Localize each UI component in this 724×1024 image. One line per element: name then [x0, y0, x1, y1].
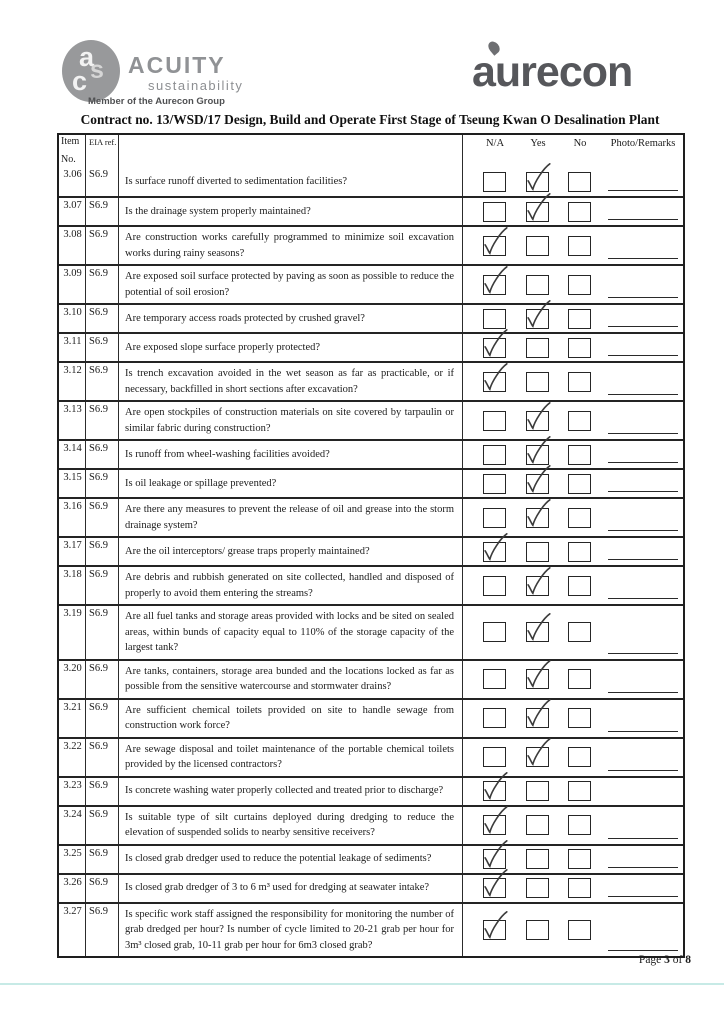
answer-cell: [463, 402, 683, 439]
question-text: Is runoff from wheel-washing facilities avoided?: [119, 441, 463, 468]
remarks-line[interactable]: [608, 219, 678, 220]
yes-checkbox[interactable]: [526, 202, 549, 222]
eia-ref: S6.9: [86, 470, 119, 497]
header-yes: Yes: [530, 138, 546, 149]
table-row: [59, 167, 683, 196]
checkmark-icon: [480, 327, 511, 361]
monogram-letter: a: [79, 42, 95, 72]
question-text: Are sufficient chemical toilets provided on site to handle sewage from construction work force?: [119, 700, 463, 737]
no-checkbox[interactable]: [568, 920, 591, 940]
na-checkbox[interactable]: [483, 372, 506, 392]
header-question: [119, 135, 463, 167]
table-row: [59, 468, 683, 497]
no-checkbox[interactable]: [568, 576, 591, 596]
yes-checkbox[interactable]: [526, 474, 549, 494]
checkmark-icon: [523, 736, 554, 770]
checkmark-icon: [523, 400, 554, 434]
item-no: 3.26: [59, 875, 86, 902]
item-no: 3.08: [59, 227, 86, 264]
yes-checkbox[interactable]: [526, 338, 549, 358]
checkbox-group: [463, 875, 683, 902]
header-item-line1: Item: [61, 136, 80, 147]
na-checkbox[interactable]: [483, 236, 506, 256]
answer-cell: [463, 363, 683, 400]
na-checkbox[interactable]: [483, 542, 506, 562]
no-checkbox[interactable]: [568, 275, 591, 295]
remarks-line[interactable]: [608, 530, 678, 531]
item-no: 3.12: [59, 363, 86, 400]
eia-ref: S6.9: [86, 266, 119, 303]
eia-ref: S6.9: [86, 807, 119, 844]
question-text: Are open stockpiles of construction materials on site covered by tarpaulin or similar fabric during construction?: [119, 402, 463, 439]
header-na: N/A: [485, 138, 505, 149]
checkbox-group: [463, 198, 683, 225]
na-checkbox[interactable]: [483, 747, 506, 767]
na-checkbox[interactable]: [483, 309, 506, 329]
no-checkbox[interactable]: [568, 878, 591, 898]
checkmark-icon: [480, 804, 511, 838]
na-checkbox[interactable]: [483, 849, 506, 869]
answer-cell: [463, 875, 683, 902]
contract-title: Contract no. 13/WSD/17 Design, Build and Operate First Stage of Tseung Kwan O Desalination Plant: [80, 112, 660, 127]
eia-ref: S6.9: [86, 778, 119, 805]
na-checkbox[interactable]: [483, 202, 506, 222]
answer-cell: [463, 778, 683, 805]
remarks-line[interactable]: [608, 838, 678, 839]
question-text: Are the oil interceptors/ grease traps properly maintained?: [119, 538, 463, 565]
item-no: 3.24: [59, 807, 86, 844]
yes-checkbox[interactable]: [526, 372, 549, 392]
na-checkbox[interactable]: [483, 878, 506, 898]
eia-ref: S6.9: [86, 700, 119, 737]
question-text: Are construction works carefully programmed to minimize soil excavation works during rainy seasons?: [119, 227, 463, 264]
eia-ref: S6.9: [86, 904, 119, 957]
answer-cell: [463, 334, 683, 361]
remarks-line[interactable]: [608, 297, 678, 298]
checkmark-icon: [480, 909, 511, 943]
question-text: Are sewage disposal and toilet maintenance of the portable chemical toilets provided by the licensed contractors?: [119, 739, 463, 776]
remarks-line[interactable]: [608, 559, 678, 560]
checkmark-icon: [480, 867, 511, 901]
checkbox-group: [463, 441, 683, 468]
question-text: Is trench excavation avoided in the wet season as far as practicable, or if necessary, backfilled in short sections after excavation?: [119, 363, 463, 400]
table-row: [59, 536, 683, 565]
yes-checkbox[interactable]: [526, 172, 549, 192]
eia-ref: S6.9: [86, 167, 119, 196]
answer-cell: [463, 538, 683, 565]
na-checkbox[interactable]: [483, 576, 506, 596]
table-row: [59, 361, 683, 400]
na-checkbox[interactable]: [483, 172, 506, 192]
yes-checkbox[interactable]: [526, 920, 549, 940]
yes-checkbox[interactable]: [526, 309, 549, 329]
acuity-subtitle: sustainability: [148, 78, 244, 93]
eia-ref: S6.9: [86, 402, 119, 439]
monogram-letter: c: [72, 66, 88, 96]
remarks-line[interactable]: [608, 867, 678, 868]
no-checkbox[interactable]: [568, 172, 591, 192]
yes-checkbox[interactable]: [526, 445, 549, 465]
footer-total-pages: 8: [685, 954, 691, 966]
question-text: Is oil leakage or spillage prevented?: [119, 470, 463, 497]
no-checkbox[interactable]: [568, 622, 591, 642]
table-row: [59, 604, 683, 659]
acuity-member-line: Member of the Aurecon Group: [88, 96, 225, 107]
no-checkbox[interactable]: [568, 849, 591, 869]
item-no: 3.17: [59, 538, 86, 565]
table-header-row: [59, 135, 683, 167]
answer-cell: [463, 470, 683, 497]
table-row: [59, 698, 683, 737]
na-checkbox[interactable]: [483, 338, 506, 358]
item-no: 3.07: [59, 198, 86, 225]
header-no: No: [573, 138, 587, 149]
no-checkbox[interactable]: [568, 708, 591, 728]
question-text: Is specific work staff assigned the responsibility for monitoring the number of grab dredged per hour? Is number of cycle limited to 20-21 grab per hour for 3m³ closed grab, 10-11 grab per hour for 6m3 closed grab?: [119, 904, 463, 957]
remarks-line[interactable]: [608, 692, 678, 693]
checkbox-group: [463, 167, 683, 196]
no-checkbox[interactable]: [568, 542, 591, 562]
question-text: Are all fuel tanks and storage areas provided with locks and be sited on sealed areas, within bunds of capacity equal to 110% of the storage capacity of the largest tank?: [119, 606, 463, 659]
table-row: [59, 844, 683, 873]
header-eia-ref: EIA ref.: [86, 135, 119, 167]
no-checkbox[interactable]: [568, 411, 591, 431]
checkmark-icon: [480, 361, 511, 395]
checkmark-icon: [480, 225, 511, 259]
checkmark-icon: [480, 531, 511, 565]
item-no: 3.10: [59, 305, 86, 332]
no-checkbox[interactable]: [568, 781, 591, 801]
no-checkbox[interactable]: [568, 508, 591, 528]
yes-checkbox[interactable]: [526, 236, 549, 256]
question-text: Are tanks, containers, storage area bunded and the locations locked as far as possible from the sensitive watercourse and stormwater drains?: [119, 661, 463, 698]
yes-checkbox[interactable]: [526, 781, 549, 801]
no-checkbox[interactable]: [568, 474, 591, 494]
item-no: 3.19: [59, 606, 86, 659]
checkmark-icon: [523, 497, 554, 531]
answer-cell: [463, 567, 683, 604]
footer-label-page: Page: [638, 954, 662, 966]
table-row: [59, 659, 683, 698]
na-checkbox[interactable]: [483, 411, 506, 431]
yes-checkbox[interactable]: [526, 669, 549, 689]
question-text: Is closed grab dredger used to reduce the potential leakage of sediments?: [119, 846, 463, 873]
checkmark-icon: [480, 770, 511, 804]
na-checkbox[interactable]: [483, 275, 506, 295]
answer-cell: [463, 904, 683, 957]
eia-ref: S6.9: [86, 661, 119, 698]
remarks-line[interactable]: [608, 190, 678, 191]
no-checkbox[interactable]: [568, 747, 591, 767]
na-checkbox[interactable]: [483, 445, 506, 465]
item-no: 3.27: [59, 904, 86, 957]
yes-checkbox[interactable]: [526, 542, 549, 562]
item-no: 3.09: [59, 266, 86, 303]
aurecon-wordmark: aurecon: [472, 48, 633, 96]
item-no: 3.20: [59, 661, 86, 698]
checkmark-icon: [523, 697, 554, 731]
checkbox-group: [463, 334, 683, 361]
answer-cell: [463, 700, 683, 737]
remarks-line[interactable]: [608, 950, 678, 951]
eia-ref: S6.9: [86, 305, 119, 332]
checkbox-group: [463, 904, 683, 957]
eia-ref: S6.9: [86, 363, 119, 400]
table-row: [59, 332, 683, 361]
question-text: Is the drainage system properly maintained?: [119, 198, 463, 225]
yes-checkbox[interactable]: [526, 576, 549, 596]
item-no: 3.06: [59, 167, 86, 196]
eia-ref: S6.9: [86, 846, 119, 873]
question-text: Is surface runoff diverted to sedimentation facilities?: [119, 167, 463, 196]
item-no: 3.21: [59, 700, 86, 737]
question-text: Are exposed soil surface protected by paving as soon as possible to reduce the potential of soil erosion?: [119, 266, 463, 303]
na-checkbox[interactable]: [483, 622, 506, 642]
eia-ref: S6.9: [86, 538, 119, 565]
aurecon-logo: [472, 42, 692, 102]
item-no: 3.25: [59, 846, 86, 873]
checkmark-icon: [523, 191, 554, 225]
na-checkbox[interactable]: [483, 708, 506, 728]
table-row: [59, 400, 683, 439]
answer-cell: [463, 266, 683, 303]
acuity-monogram-icon: [62, 40, 120, 102]
eia-ref: S6.9: [86, 334, 119, 361]
no-checkbox[interactable]: [568, 815, 591, 835]
checkmark-icon: [523, 298, 554, 332]
no-checkbox[interactable]: [568, 338, 591, 358]
checkmark-icon: [523, 161, 554, 195]
eia-ref: S6.9: [86, 441, 119, 468]
answer-cell: [463, 198, 683, 225]
bottom-divider: [0, 983, 724, 985]
na-checkbox[interactable]: [483, 781, 506, 801]
remarks-line[interactable]: [608, 355, 678, 356]
na-checkbox[interactable]: [483, 669, 506, 689]
monogram-letter: s: [90, 56, 104, 84]
question-text: Are temporary access roads protected by crushed gravel?: [119, 305, 463, 332]
checkmark-icon: [523, 463, 554, 497]
remarks-line[interactable]: [608, 598, 678, 599]
answer-cell: [463, 661, 683, 698]
question-text: Is concrete washing water properly collected and treated prior to discharge?: [119, 778, 463, 805]
checkmark-icon: [523, 611, 554, 645]
yes-checkbox[interactable]: [526, 708, 549, 728]
item-no: 3.13: [59, 402, 86, 439]
no-checkbox[interactable]: [568, 202, 591, 222]
header-item-no: [59, 135, 86, 167]
item-no: 3.18: [59, 567, 86, 604]
item-no: 3.16: [59, 499, 86, 536]
no-checkbox[interactable]: [568, 236, 591, 256]
table-row: [59, 873, 683, 902]
checkbox-group: [463, 778, 683, 805]
table-row: [59, 776, 683, 805]
answer-cell: [463, 441, 683, 468]
table-row: [59, 196, 683, 225]
checkbox-group: [463, 538, 683, 565]
eia-ref: S6.9: [86, 499, 119, 536]
checkmark-icon: [523, 658, 554, 692]
na-checkbox[interactable]: [483, 474, 506, 494]
item-no: 3.15: [59, 470, 86, 497]
yes-checkbox[interactable]: [526, 275, 549, 295]
header-remarks: Photo/Remarks: [610, 138, 676, 149]
table-row: [59, 902, 683, 957]
answer-cell: [463, 167, 683, 196]
remarks-line[interactable]: [608, 326, 678, 327]
remarks-line[interactable]: [608, 394, 678, 395]
yes-checkbox[interactable]: [526, 849, 549, 869]
remarks-line[interactable]: [608, 433, 678, 434]
eia-ref: S6.9: [86, 606, 119, 659]
table-row: [59, 497, 683, 536]
na-checkbox[interactable]: [483, 815, 506, 835]
footer-label-of: of: [672, 954, 683, 966]
remarks-line[interactable]: [608, 491, 678, 492]
table-row: [59, 565, 683, 604]
footer-current-page: 3: [664, 954, 670, 966]
question-text: Is suitable type of silt curtains deployed during dredging to reduce the elevation of suspended solids to nearby sensitive receivers?: [119, 807, 463, 844]
remarks-line[interactable]: [608, 731, 678, 732]
no-checkbox[interactable]: [568, 669, 591, 689]
yes-checkbox[interactable]: [526, 815, 549, 835]
checkbox-group: [463, 470, 683, 497]
no-checkbox[interactable]: [568, 309, 591, 329]
eia-ref: S6.9: [86, 739, 119, 776]
yes-checkbox[interactable]: [526, 747, 549, 767]
checkmark-icon: [480, 264, 511, 298]
remarks-line[interactable]: [608, 653, 678, 654]
table-row: [59, 303, 683, 332]
question-text: Are there any measures to prevent the release of oil and grease into the storm drainage system?: [119, 499, 463, 536]
question-text: Are debris and rubbish generated on site collected, handled and disposed of properly to avoid them entering the streams?: [119, 567, 463, 604]
header-check-columns: [463, 135, 683, 167]
checkmark-icon: [523, 565, 554, 599]
item-no: 3.14: [59, 441, 86, 468]
table-row: [59, 439, 683, 468]
remarks-line[interactable]: [608, 770, 678, 771]
remarks-line[interactable]: [608, 462, 678, 463]
eia-ref: S6.9: [86, 198, 119, 225]
no-checkbox[interactable]: [568, 372, 591, 392]
table-row: [59, 737, 683, 776]
item-no: 3.23: [59, 778, 86, 805]
remarks-line[interactable]: [608, 258, 678, 259]
yes-checkbox[interactable]: [526, 411, 549, 431]
table-row: [59, 805, 683, 844]
item-no: 3.11: [59, 334, 86, 361]
yes-checkbox[interactable]: [526, 508, 549, 528]
question-text: Is closed grab dredger of 3 to 6 m³ used for dredging at seawater intake?: [119, 875, 463, 902]
question-text: Are exposed slope surface properly protected?: [119, 334, 463, 361]
item-no: 3.22: [59, 739, 86, 776]
na-checkbox[interactable]: [483, 508, 506, 528]
eia-ref: S6.9: [86, 227, 119, 264]
table-row: [59, 264, 683, 303]
answer-cell: [463, 606, 683, 659]
checklist-body: [59, 167, 683, 956]
remarks-line[interactable]: [608, 896, 678, 897]
header-item-line2: No.: [61, 154, 76, 165]
acuity-wordmark: ACUITY: [128, 52, 226, 78]
table-row: [59, 225, 683, 264]
checkbox-group: [463, 606, 683, 659]
checklist-table: [57, 133, 685, 958]
page-number: [639, 954, 691, 966]
na-checkbox[interactable]: [483, 920, 506, 940]
no-checkbox[interactable]: [568, 445, 591, 465]
yes-checkbox[interactable]: [526, 622, 549, 642]
eia-ref: S6.9: [86, 567, 119, 604]
answer-cell: [463, 227, 683, 264]
yes-checkbox[interactable]: [526, 878, 549, 898]
eia-ref: S6.9: [86, 875, 119, 902]
